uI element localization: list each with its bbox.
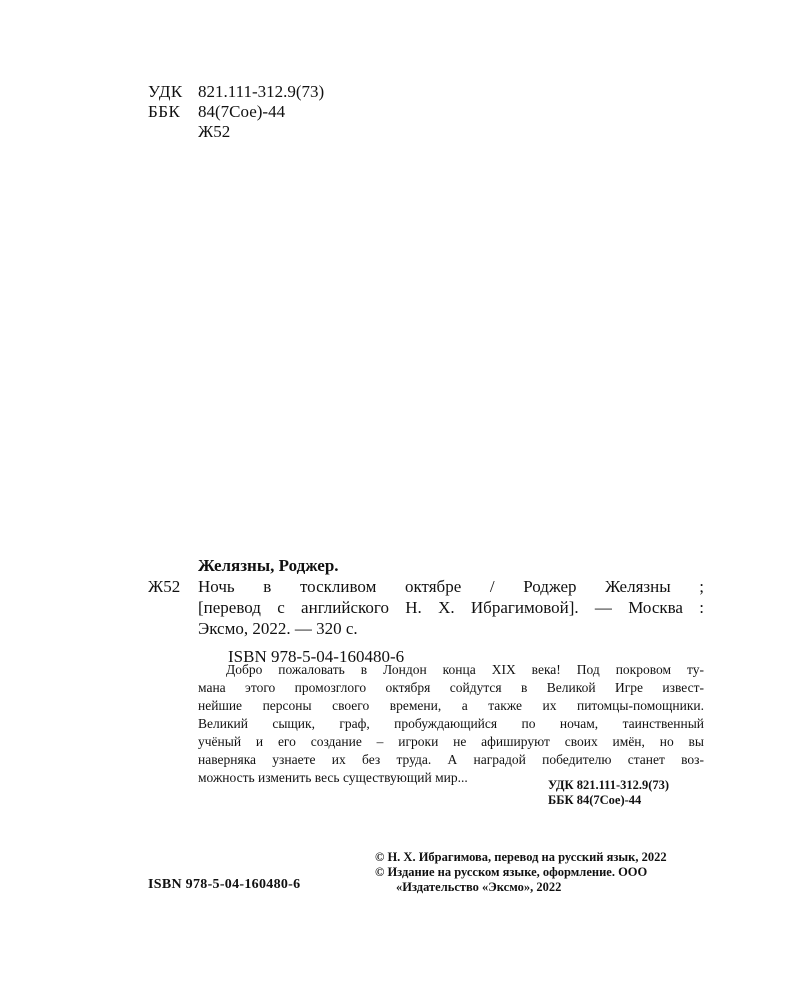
classification-codes-summary — [548, 778, 669, 808]
classification-block — [148, 82, 324, 142]
annotation-line: наверняка узнаете их без труда. А наградой победителю станет воз- — [198, 752, 704, 767]
annotation-line: учёный и его создание – игроки не афишируют своих имён, но вы — [198, 734, 704, 749]
bbk-summary: ББК 84(7Сое)-44 — [548, 793, 642, 807]
copyright-edition: © Издание на русском языке, оформление. ООО — [375, 865, 648, 879]
copyright-publisher: «Издательство «Эксмо», 2022 — [396, 880, 562, 894]
book-annotation — [198, 661, 704, 787]
copyright-translation: © Н. Х. Ибрагимова, перевод на русский язык, 2022 — [375, 850, 667, 864]
card-entry — [148, 576, 704, 639]
card-line: Ночь в тоскливом октябре / Роджер Желязны ; — [198, 577, 704, 596]
bbk-label: ББК — [148, 102, 181, 121]
udk-summary: УДК 821.111-312.9(73) — [548, 778, 670, 792]
author-mark-row — [148, 122, 324, 142]
card-line: Эксмо, 2022. — 320 с. — [198, 619, 358, 638]
annotation-line: можность изменить весь существующий мир... — [198, 770, 468, 785]
card-code: Ж52 — [148, 577, 181, 596]
card-isbn: ISBN 978-5-04-160480-6 — [228, 647, 405, 666]
card-author: Желязны, Роджер. — [198, 556, 339, 575]
catalogue-card — [148, 555, 704, 667]
isbn-footer: ISBN 978-5-04-160480-6 — [148, 877, 301, 892]
bbk-row — [148, 102, 324, 122]
annotation-line: Добро пожаловать в Лондон конца XIX века! Под покровом ту- — [226, 662, 704, 677]
udk-value: 821.111-312.9(73) — [198, 82, 325, 101]
udk-row — [148, 82, 324, 102]
card-line: [перевод с английского Н. Х. Ибрагимовой]. — Москва : — [198, 598, 704, 617]
annotation-line: мана этого промозглого октября сойдутся в Великой Игре извест- — [198, 680, 704, 695]
copyright-notice — [375, 850, 667, 895]
udk-label: УДК — [148, 82, 183, 101]
annotation-line: нейшие персоны своего времени, а также их питомцы-помощники. — [198, 698, 704, 713]
annotation-line: Великий сыщик, граф, пробуждающийся по ночам, таинственный — [198, 716, 704, 731]
author-mark: Ж52 — [198, 122, 231, 141]
bbk-value: 84(7Сое)-44 — [198, 102, 286, 121]
